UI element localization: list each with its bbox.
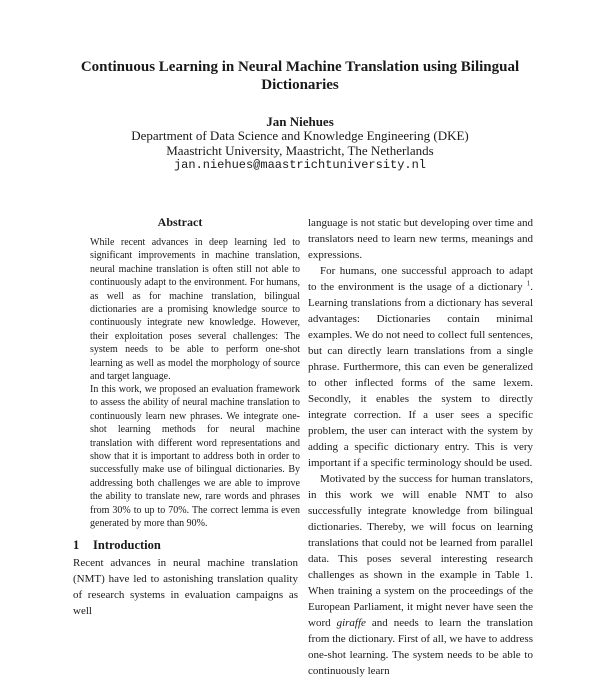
title-line-1: Continuous Learning in Neural Machine Translation using Bilingual (80, 59, 520, 75)
section-heading (73, 538, 161, 553)
abstract-paragraph-1: While recent advances in deep learning led to significant improvements in machine translation, neural machine translation is often still not able to continuously adapt to the environment. For humans, as well as for machine translation, bilingual dictionaries are a promising knowledge source to continuously integrate new knowledge. However, their exploitation poses several challenges: The system needs to be able to perform one-shot learning as well as model the morphology of source and target language. (90, 237, 300, 383)
section-number: 1 (73, 538, 80, 552)
author-name: Jan Niehues (266, 114, 334, 129)
footnote-marker: 1 (526, 279, 531, 288)
title-line-2: Dictionaries (261, 77, 339, 93)
p3-italic-word: giraffe (336, 617, 366, 629)
introduction-text: Recent advances in neural machine translation (NMT) have led to astonishing translation quality of research systems in evaluation campaigns as well (73, 557, 298, 617)
p3-text-start: Motivated by the success for human translators, in this work we will enable NMT to also successfully integrate knowledge from bilingual dictionaries. Thereby, we will focus on learning translations that could not be learned from parallel data. This poses several interesting research challenges as shown in the example in Table 1. When training a system on the proceedings of the European Parliament, it might never have seen the word (308, 473, 533, 629)
abstract-paragraph-2: In this work, we proposed an evaluation framework to assess the ability of neural machine translation to continuously learn new phrases. We integrate one-shot learning methods for neural machine translation with different word representations and show that it is important to address both in order to successfully make use of bilingual dictionaries. By addressing both challenges we are able to improve the ability to translate new, rare words and phrases from 30% to up to 70%. The correct lemma is even generated by more than 90%. (90, 384, 300, 530)
abstract-heading: Abstract (157, 215, 203, 229)
right-paragraph-2 (308, 263, 533, 471)
p3-text-end: and needs to learn the translation from the dictionary. First of all, we have to address one-shot learning. The system needs to be able to continuously learn (308, 617, 534, 677)
section-title: Introduction (93, 538, 161, 552)
p2-text-start: For humans, one successful approach to adapt to the environment is the usage of a dictionary (308, 265, 533, 293)
paper-title (60, 58, 540, 94)
author-email: jan.niehues@maastrichtuniversity.nl (173, 158, 427, 172)
right-paragraph-1: language is not static but developing over time and translators need to learn new terms, meanings and expressions. (308, 217, 533, 261)
author-university: Maastricht University, Maastricht, The Netherlands (166, 143, 434, 158)
right-paragraph-3 (308, 471, 533, 679)
right-column (308, 215, 533, 679)
author-department: Department of Data Science and Knowledge Engineering (DKE) (131, 128, 469, 143)
p2-text-end: . Learning translations from a dictionary has several advantages: Dictionaries contain minimal examples. We do not need to collect full sentences, but can directly learn translations from a single phrase. Furthermore, this can even be generalized to other inflected forms of the same lexem. Secondly, it enables the system to directly integrate correction. If a user sees a specific problem, the user can interact with the system by adding a specific dictionary entry. This is very important if a specific terminology should be used. (308, 281, 533, 469)
